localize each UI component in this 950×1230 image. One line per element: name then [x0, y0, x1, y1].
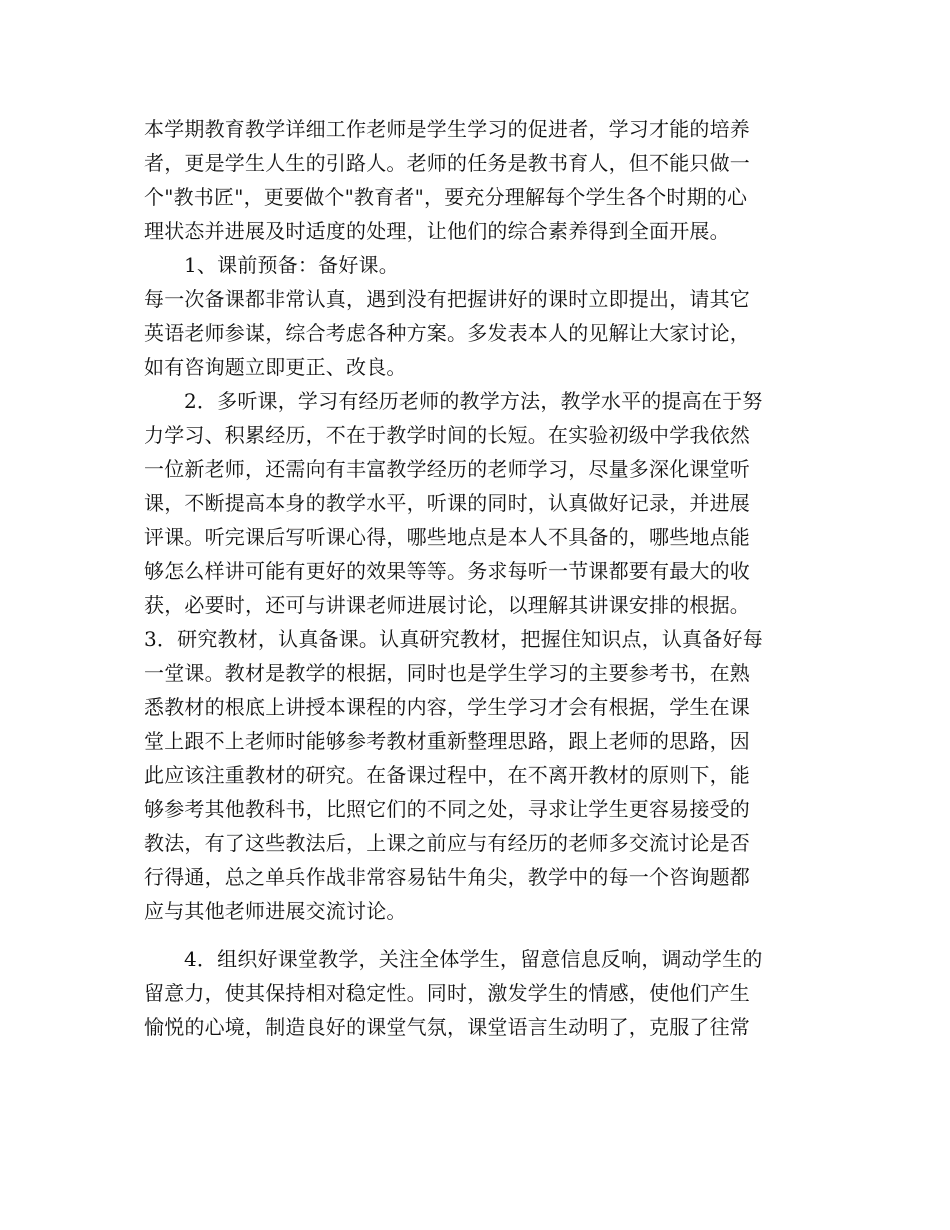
text-line: 理状态并进展及时适度的处理，让他们的综合素养得到全面开展。 [144, 219, 730, 243]
paragraph [144, 112, 814, 248]
text-line: 本学期教育教学详细工作老师是学生学习的促进者，学习才能的培养 [144, 117, 750, 141]
document-body [144, 112, 814, 1044]
text-line: 够参考其他教科书，比照它们的不同之处，寻求让学生更容易接受的 [144, 797, 750, 821]
text-line: 够怎么样讲可能有更好的效果等等。务求每听一节课都要有最大的收 [144, 559, 750, 583]
text-line: 一堂课。教材是教学的根据，同时也是学生学习的主要参考书，在熟 [144, 661, 750, 685]
text-line: 一位新老师，还需向有丰富教学经历的老师学习，尽量多深化课堂听 [144, 457, 750, 481]
text-line: 每一次备课都非常认真，遇到没有把握讲好的课时立即提出，请其它 [144, 287, 750, 311]
paragraph [144, 282, 814, 384]
text-line: 3．研究教材，认真备课。认真研究教材，把握住知识点，认真备好每 [144, 627, 763, 651]
text-line: 1、课前预备：备好课。 [184, 253, 399, 277]
text-line: 评课。听完课后写听课心得，哪些地点是本人不具备的，哪些地点能 [144, 525, 750, 549]
text-line: 2．多听课，学习有经历老师的教学方法，教学水平的提高在于努 [184, 389, 763, 413]
text-line: 堂上跟不上老师时能够参考教材重新整理思路，跟上老师的思路，因 [144, 729, 750, 753]
text-line: 个"教书匠"，更要做个"教育者"，要充分理解每个学生各个时期的心 [144, 185, 748, 209]
text-line: 应与其他老师进展交流讨论。 [144, 899, 407, 923]
paragraph [144, 248, 814, 282]
text-line: 此应该注重教材的研究。在备课过程中，在不离开教材的原则下，能 [144, 763, 750, 787]
text-line: 留意力，使其保持相对稳定性。同时，激发学生的情感，使他们产生 [144, 981, 750, 1005]
text-line: 者，更是学生人生的引路人。老师的任务是教书育人，但不能只做一 [144, 151, 750, 175]
text-line: 英语老师参谋，综合考虑各种方案。多发表本人的见解让大家讨论， [144, 321, 750, 345]
text-line: 行得通，总之单兵作战非常容易钻牛角尖，教学中的每一个咨询题都 [144, 865, 750, 889]
paragraph [144, 976, 814, 1044]
paragraph-gap [144, 928, 814, 942]
paragraph [144, 384, 814, 418]
text-line: 获，必要时，还可与讲课老师进展讨论，以理解其讲课安排的根据。 [144, 593, 750, 617]
text-line: 课，不断提高本身的教学水平，听课的同时，认真做好记录，并进展 [144, 491, 750, 515]
text-line: 如有咨询题立即更正、改良。 [144, 355, 407, 379]
paragraph [144, 942, 814, 976]
text-line: 力学习、积累经历，不在于教学时间的长短。在实验初级中学我依然 [144, 423, 750, 447]
text-line: 4．组织好课堂教学，关注全体学生，留意信息反响，调动学生的 [184, 947, 763, 971]
paragraph [144, 418, 814, 928]
text-line: 教法，有了这些教法后，上课之前应与有经历的老师多交流讨论是否 [144, 831, 750, 855]
text-line: 愉悦的心境，制造良好的课堂气氛，课堂语言生动明了，克服了往常 [144, 1015, 750, 1039]
text-line: 悉教材的根底上讲授本课程的内容，学生学习才会有根据，学生在课 [144, 695, 750, 719]
